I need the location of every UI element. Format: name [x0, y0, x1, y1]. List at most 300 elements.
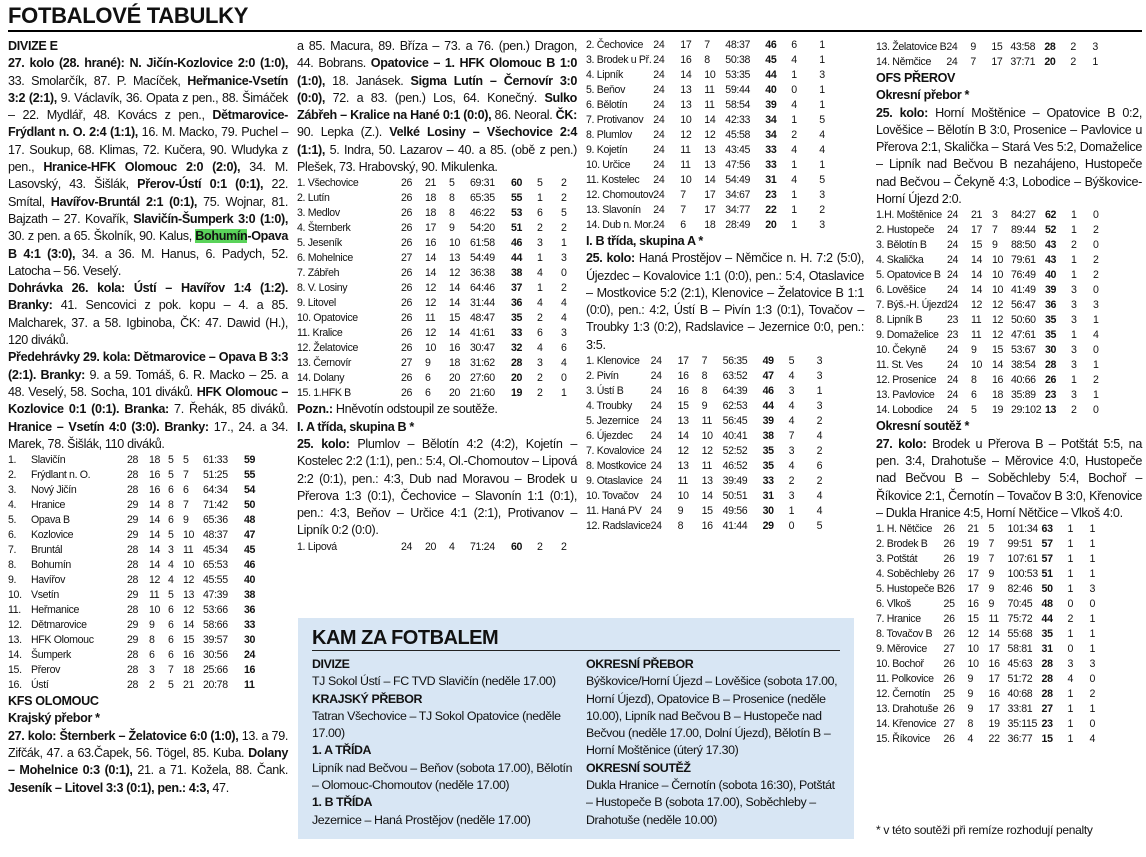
- table-cell: 3: [819, 189, 825, 201]
- table-cell: 11. Kralice: [297, 327, 343, 340]
- table-cell: 20:78: [203, 679, 228, 692]
- table-cell: 28: [1041, 673, 1053, 686]
- table-cell: 33: [244, 619, 256, 632]
- table-cell: 23: [1044, 389, 1057, 402]
- table-row: [876, 343, 1107, 358]
- table-cell: 1: [791, 189, 797, 201]
- table-cell: 17: [425, 222, 437, 235]
- table-cell: 36:38: [470, 267, 495, 280]
- table-cell: 10: [680, 174, 692, 186]
- match-report: Předehrávky 29. kola: Dětmarovice – Opava B 3:3 (2:1). Branky: 9. a 59. Tomáš, 6. R. Macko – 25. a 48. Veselý, 58. Socha, 101 diváků. HFK Olomouc – Kozlovice 0:1 (0:1). Branka: 7. Řehák, 85 diváků. Hranice – Vsetín 4:0 (3:0). Branky: 17., 24. a 34. Marek, 78. Šišlák, 110 diváků.: [8, 350, 289, 451]
- table-cell: 24: [946, 389, 959, 402]
- table-cell: 1: [819, 54, 825, 66]
- table-cell: 13.: [8, 634, 22, 647]
- table-cell: 1: [791, 159, 797, 171]
- table-cell: 16: [988, 688, 1000, 701]
- table-cell: 38: [511, 267, 523, 280]
- table-cell: 14: [677, 430, 689, 443]
- table-cell: 6: [425, 372, 431, 385]
- table-cell: 24: [946, 374, 959, 387]
- table-cell: 5. Opatovice B: [876, 269, 941, 282]
- table-cell: 100:53: [1007, 568, 1038, 581]
- table-cell: 6. Mohelnice: [297, 252, 353, 265]
- table-cell: 8: [677, 520, 684, 533]
- table-cell: 17: [991, 56, 1003, 68]
- table-cell: 14: [449, 282, 461, 295]
- table-cell: 53:35: [725, 69, 751, 81]
- table-cell: 7. Zábřeh: [297, 267, 340, 280]
- table-row: [876, 238, 1107, 253]
- table-cell: 10. Bochoř: [876, 658, 924, 671]
- table-cell: 28: [127, 604, 139, 617]
- table-cell: 15: [970, 239, 983, 252]
- standings-table: [297, 540, 577, 555]
- table-cell: 24: [650, 415, 662, 428]
- table-cell: 12: [991, 329, 1004, 342]
- table-cell: 43: [1044, 254, 1057, 267]
- match-report: 25. kolo: Plumlov – Bělotín 4:2 (4:2), Kojetín – Kostelec 2:2 (1:1), pen.: 5:4, Ol.-Chomoutov – Lipová 2:2 (0:1), pen.: 4:3, Dub nad Moravou – Brodek u Přerova 1:3 (0:1), Čechovice – Slavonín 1:1 (0:1), pen.: 4:3, Beňov – Určice 4:1 (2:1), Protivanov – Lipník 0:2 (0:0).: [297, 436, 577, 538]
- table-cell: 3: [561, 327, 567, 340]
- table-row: [297, 176, 577, 191]
- page-header: [8, 2, 1142, 32]
- table-cell: 6: [970, 389, 977, 402]
- table-cell: 12: [183, 604, 195, 617]
- table-cell: 15: [677, 400, 689, 413]
- table-cell: 26: [943, 658, 955, 671]
- table-cell: 39: [1044, 284, 1057, 297]
- table-cell: 26: [401, 192, 413, 205]
- table-cell: 10: [183, 559, 195, 572]
- table-cell: 20: [511, 372, 523, 385]
- table-cell: 12. Chomoutov: [586, 189, 654, 201]
- table-cell: 17: [967, 568, 979, 581]
- table-cell: 1: [1067, 538, 1074, 551]
- table-cell: 25:66: [203, 664, 228, 677]
- standings-table: [297, 176, 577, 401]
- table-cell: 15: [967, 613, 979, 626]
- table-row: [876, 298, 1107, 313]
- table-cell: 26: [401, 177, 413, 190]
- table-cell: 12: [680, 129, 692, 141]
- table-cell: 41:49: [1010, 284, 1036, 297]
- table-row: [297, 266, 577, 281]
- table-cell: 26: [943, 673, 955, 686]
- table-cell: 1: [1067, 703, 1074, 716]
- table-row: [297, 236, 577, 251]
- table-cell: 50: [1041, 583, 1053, 596]
- table-cell: 9. Otaslavice: [586, 475, 643, 488]
- table-cell: 11.: [8, 604, 21, 617]
- table-cell: 10: [680, 114, 692, 126]
- table-cell: 38: [762, 430, 774, 443]
- table-cell: 50:38: [725, 54, 751, 66]
- table-cell: 24: [650, 430, 662, 443]
- table-cell: 33: [765, 159, 777, 171]
- table-row: [876, 612, 1104, 627]
- table-cell: 29: [127, 634, 139, 647]
- table-cell: 1: [1067, 553, 1074, 566]
- fixture-text: Tatran Všechovice – TJ Sokol Opatovice (neděle 17.00): [312, 708, 561, 741]
- table-cell: 11: [970, 314, 982, 327]
- table-cell: 24: [653, 69, 665, 81]
- table-cell: 28: [127, 559, 139, 572]
- table-cell: 14. Dub n. Mor.: [586, 219, 654, 231]
- table-cell: 12: [970, 299, 983, 312]
- table-cell: 53: [511, 207, 523, 220]
- table-cell: 8: [970, 374, 977, 387]
- table-cell: 2. Hustopeče: [876, 224, 935, 237]
- table-cell: 4. Soběchleby: [876, 568, 939, 581]
- table-cell: 0: [1092, 404, 1099, 417]
- table-cell: 36: [511, 297, 523, 310]
- table-cell: 21: [425, 177, 437, 190]
- table-cell: 2: [561, 540, 567, 553]
- table-cell: 2: [816, 445, 823, 458]
- table-cell: 14: [970, 269, 983, 282]
- table-cell: 0: [1067, 598, 1074, 611]
- table-cell: 28: [1041, 658, 1053, 671]
- table-cell: 12: [425, 297, 437, 310]
- table-cell: 11: [701, 460, 712, 473]
- table-cell: 0: [1067, 643, 1074, 656]
- table-row: [297, 540, 577, 555]
- table-cell: Nový Jičín: [31, 484, 77, 497]
- table-cell: 3: [1070, 344, 1077, 357]
- table-cell: 13: [183, 589, 195, 602]
- table-cell: 1: [788, 505, 795, 518]
- table-row: [876, 537, 1104, 552]
- table-cell: 0: [1092, 239, 1099, 252]
- table-cell: 2: [1070, 56, 1076, 68]
- table-cell: 46: [765, 39, 777, 51]
- table-cell: 1. Lipová: [297, 540, 337, 553]
- table-cell: 24: [946, 284, 959, 297]
- column-3: [586, 38, 864, 534]
- table-cell: 38: [244, 589, 256, 602]
- table-cell: 40: [1044, 269, 1057, 282]
- table-cell: 6: [168, 634, 174, 647]
- table-cell: 6: [168, 649, 174, 662]
- table-cell: 4: [819, 129, 825, 141]
- table-row: [876, 552, 1104, 567]
- table-cell: 30: [244, 634, 256, 647]
- table-cell: 25: [943, 598, 955, 611]
- table-row: [297, 386, 577, 401]
- match-report: 27. kolo: Šternberk – Želatovice 6:0 (1:0), 13. a 79. Zifčák, 47. a 63.Čapek, 56. Tögel, 85. Kuba. Dolany – Mohelnice 0:3 (0:1), 21. a 71. Koželа, 88. Čank. Jeseník – Litovel 3:3 (0:1), pen.: 4:3, 47.: [8, 728, 289, 795]
- table-cell: 3. Potštát: [876, 553, 918, 566]
- table-row: [586, 83, 835, 98]
- table-row: [876, 717, 1104, 732]
- table-row: [8, 573, 266, 588]
- table-cell: 7: [988, 553, 995, 566]
- table-cell: 15: [991, 41, 1003, 53]
- table-cell: Slavičín: [31, 454, 66, 467]
- table-cell: 4: [788, 460, 795, 473]
- table-cell: 55: [511, 192, 523, 205]
- table-cell: 6: [168, 619, 174, 632]
- table-cell: Frýdlant n. O.: [31, 469, 91, 482]
- table-cell: 26: [401, 237, 413, 250]
- table-cell: 35: [1041, 628, 1053, 641]
- table-cell: 9: [970, 344, 977, 357]
- table-cell: 64:39: [722, 385, 748, 398]
- table-cell: 23: [946, 314, 959, 327]
- table-cell: 18: [991, 389, 1004, 402]
- table-cell: 31:62: [470, 357, 495, 370]
- table-cell: 43:58: [1010, 41, 1036, 53]
- table-cell: 15.: [8, 664, 22, 677]
- table-cell: 4: [561, 297, 567, 310]
- table-cell: 49: [762, 355, 774, 368]
- table-cell: 3: [788, 385, 795, 398]
- table-cell: 14: [149, 514, 161, 527]
- table-cell: 33: [511, 327, 523, 340]
- table-cell: 4: [816, 505, 823, 518]
- table-cell: 2: [561, 282, 567, 295]
- table-cell: 6. Újezdec: [586, 430, 633, 443]
- footnote: * v této soutěži při remíze rozhodují penalty: [876, 823, 1093, 837]
- section-heading: DIVIZE E: [8, 39, 58, 53]
- table-cell: 2: [788, 475, 795, 488]
- table-cell: 22: [765, 204, 777, 216]
- table-cell: 9: [701, 400, 708, 413]
- table-cell: 1.H. Moštěnice: [876, 209, 942, 222]
- table-cell: 14. Lobodice: [876, 404, 933, 417]
- table-cell: 43: [1044, 239, 1057, 252]
- section-heading: KFS OLOMOUC: [8, 694, 99, 709]
- table-cell: 24: [653, 204, 665, 216]
- table-cell: 26: [943, 553, 955, 566]
- table-cell: 71:24: [470, 540, 495, 553]
- table-cell: 3: [1070, 299, 1077, 312]
- table-cell: 7: [788, 430, 795, 443]
- standings-table: [876, 208, 1107, 418]
- table-cell: 10: [970, 359, 983, 372]
- table-row: [876, 567, 1104, 582]
- table-cell: 39:57: [203, 634, 228, 647]
- table-cell: 4: [561, 357, 567, 370]
- table-cell: 4: [168, 574, 174, 587]
- table-cell: 29: [762, 520, 774, 533]
- table-cell: 16: [244, 664, 256, 677]
- table-cell: 3: [561, 252, 567, 265]
- table-cell: 20: [1044, 56, 1056, 68]
- table-cell: 52:52: [722, 445, 748, 458]
- table-row: [8, 663, 266, 678]
- table-cell: 41:44: [722, 520, 748, 533]
- table-cell: 4: [537, 297, 543, 310]
- table-row: [8, 618, 266, 633]
- table-cell: 26: [943, 523, 955, 536]
- table-cell: Heřmanice: [31, 604, 80, 617]
- table-cell: 13: [677, 460, 689, 473]
- table-row: [8, 633, 266, 648]
- table-cell: 1: [1067, 628, 1074, 641]
- table-cell: 4: [816, 490, 823, 503]
- table-cell: 5: [561, 207, 567, 220]
- table-cell: 24: [401, 540, 413, 553]
- table-row: [876, 253, 1107, 268]
- table-cell: 14: [149, 559, 161, 572]
- table-row: [876, 672, 1104, 687]
- table-cell: 30: [1044, 344, 1057, 357]
- table-cell: 28: [127, 649, 139, 662]
- table-cell: 24: [650, 490, 662, 503]
- table-cell: 17: [988, 703, 1000, 716]
- table-cell: 1: [1089, 628, 1096, 641]
- table-row: [876, 687, 1104, 702]
- table-cell: 9: [449, 222, 455, 235]
- fixtures-left: [312, 656, 574, 829]
- table-cell: 45:63: [1007, 658, 1033, 671]
- table-cell: 9: [988, 583, 995, 596]
- table-cell: 59:44: [725, 84, 751, 96]
- table-cell: 57: [1041, 553, 1053, 566]
- table-cell: 1: [1067, 523, 1074, 536]
- table-cell: 29:102: [1010, 404, 1042, 417]
- table-cell: 6: [168, 514, 174, 527]
- table-cell: 26: [943, 583, 955, 596]
- table-cell: 13: [704, 144, 716, 156]
- table-cell: 61:33: [203, 454, 228, 467]
- table-cell: 48:47: [470, 312, 495, 325]
- table-cell: 10: [425, 342, 437, 355]
- table-cell: 24: [653, 174, 665, 186]
- table-row: [297, 311, 577, 326]
- table-row: [8, 603, 266, 618]
- table-cell: 13: [680, 84, 692, 96]
- fixtures-title: KAM ZA FOTBALEM: [312, 626, 840, 651]
- table-row: [876, 223, 1107, 238]
- table-cell: 51: [1041, 568, 1053, 581]
- table-cell: 52: [1044, 224, 1057, 237]
- table-cell: 4: [449, 540, 455, 553]
- table-cell: 11. Haná PV: [586, 505, 642, 518]
- table-cell: 89:44: [1010, 224, 1036, 237]
- table-cell: 2: [537, 540, 543, 553]
- table-row: [586, 384, 833, 399]
- table-cell: 4: [791, 174, 797, 186]
- table-cell: 2: [561, 192, 567, 205]
- table-cell: 5. Hustopeče B: [876, 583, 944, 596]
- table-cell: 1: [1070, 374, 1077, 387]
- table-cell: 55: [244, 469, 256, 482]
- table-cell: 11: [701, 415, 712, 428]
- table-cell: 28: [1044, 359, 1057, 372]
- table-cell: 11: [680, 144, 691, 156]
- table-cell: 15. 1.HFK B: [297, 387, 351, 400]
- table-cell: 24: [650, 460, 662, 473]
- table-cell: 1: [1067, 718, 1074, 731]
- table-cell: 6: [791, 39, 797, 51]
- table-cell: Kozlovice: [31, 529, 74, 542]
- table-row: [586, 399, 833, 414]
- table-cell: 6: [816, 460, 823, 473]
- table-cell: 23: [946, 329, 959, 342]
- table-cell: 8. Lipník B: [876, 314, 923, 327]
- table-cell: 54:49: [470, 252, 495, 265]
- table-cell: 8: [449, 192, 455, 205]
- table-cell: 46:52: [722, 460, 748, 473]
- table-cell: 61:58: [470, 237, 495, 250]
- table-cell: Hranice: [31, 499, 66, 512]
- table-cell: 16: [680, 54, 692, 66]
- table-cell: 1: [561, 387, 567, 400]
- table-cell: 12: [991, 314, 1004, 327]
- table-cell: 2: [1092, 254, 1099, 267]
- table-cell: 12. Radslavice: [586, 520, 651, 533]
- table-cell: 56:45: [722, 415, 748, 428]
- table-row: [586, 68, 835, 83]
- table-cell: 10: [701, 430, 713, 443]
- table-row: [586, 188, 835, 203]
- fixtures-box: [298, 618, 854, 839]
- table-row: [876, 283, 1107, 298]
- table-cell: 10: [149, 604, 161, 617]
- table-cell: 3: [1067, 658, 1074, 671]
- table-cell: 10. Určice: [586, 159, 631, 171]
- table-cell: 58:66: [203, 619, 228, 632]
- table-cell: 1. Klenovice: [586, 355, 640, 368]
- table-cell: 1: [816, 385, 823, 398]
- table-row: [8, 588, 266, 603]
- table-cell: 9. Měrovice: [876, 643, 927, 656]
- table-cell: 58:54: [725, 99, 751, 111]
- table-cell: 24: [653, 219, 665, 231]
- table-row: [297, 296, 577, 311]
- table-cell: 5: [819, 114, 825, 126]
- table-cell: 4: [791, 144, 797, 156]
- table-cell: 13. Černovír: [297, 357, 352, 370]
- table-cell: 3: [1070, 359, 1077, 372]
- table-cell: 1: [819, 84, 825, 96]
- table-cell: 47: [762, 370, 774, 383]
- table-cell: 4: [816, 430, 823, 443]
- table-row: [297, 326, 577, 341]
- table-cell: 24: [650, 445, 662, 458]
- table-cell: 1: [791, 219, 797, 231]
- table-cell: 6: [537, 327, 543, 340]
- table-cell: 20: [765, 219, 777, 231]
- table-cell: 8: [149, 634, 155, 647]
- table-cell: 26: [401, 282, 413, 295]
- table-cell: 3: [537, 357, 543, 370]
- table-cell: 2: [537, 222, 543, 235]
- table-cell: Vsetín: [31, 589, 59, 602]
- table-cell: 6: [183, 484, 189, 497]
- table-cell: Opava B: [31, 514, 70, 527]
- table-cell: 14: [680, 69, 692, 81]
- table-cell: 4: [791, 54, 797, 66]
- table-cell: 26: [943, 568, 955, 581]
- table-cell: 19: [988, 718, 1000, 731]
- table-cell: 17: [704, 189, 716, 201]
- table-cell: 24: [946, 41, 958, 53]
- table-cell: 8. Tovačov B: [876, 628, 933, 641]
- table-cell: 7: [183, 469, 189, 482]
- table-row: [586, 459, 833, 474]
- table-cell: 27: [401, 357, 413, 370]
- table-cell: 14: [425, 267, 437, 280]
- table-cell: 5: [788, 355, 795, 368]
- table-cell: 44: [511, 252, 523, 265]
- table-cell: 47:61: [1010, 329, 1036, 342]
- table-cell: 22: [988, 733, 1000, 746]
- table-cell: Havířov: [31, 574, 66, 587]
- table-cell: 4: [967, 733, 974, 746]
- table-cell: 43:45: [725, 144, 751, 156]
- table-cell: 56:35: [722, 355, 748, 368]
